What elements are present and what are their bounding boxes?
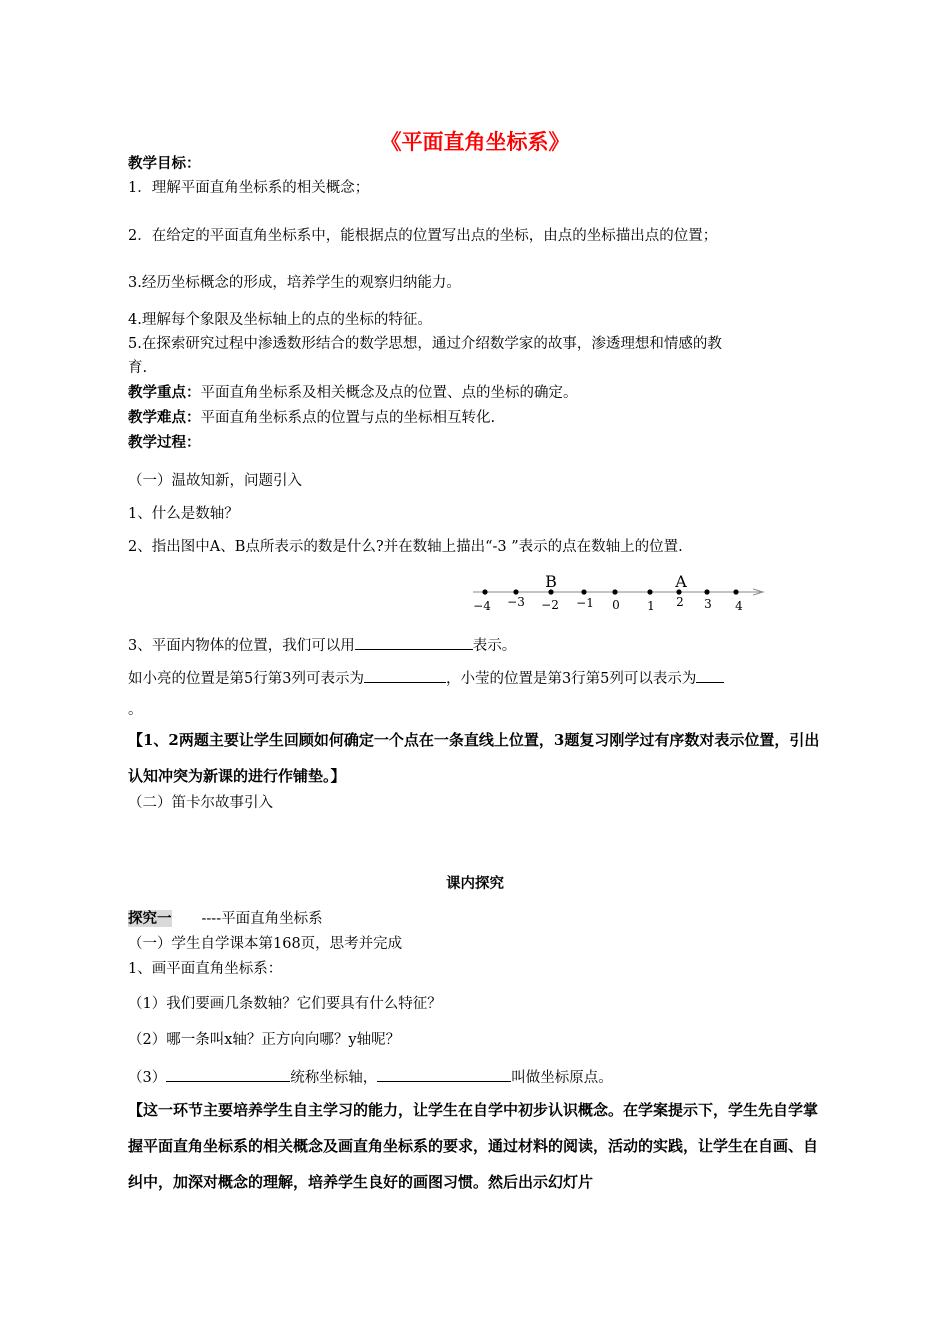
number-line-point <box>704 589 709 594</box>
question-1: 1、什么是数轴？ <box>128 506 239 522</box>
difficulty-line <box>128 408 495 428</box>
point-b-label: B <box>545 572 557 591</box>
tick-label: −3 <box>507 595 525 609</box>
draw-question-3 <box>128 1066 613 1088</box>
tick-label: 0 <box>612 598 620 612</box>
explore-label: 探究一 <box>128 910 172 927</box>
goal-item: 2．在给定的平面直角坐标系中，能根据点的位置写出点的坐标，由点的坐标描出点的位置； <box>128 228 718 244</box>
tick-label: 2 <box>676 595 684 609</box>
part1-heading: （一）温故知新，问题引入 <box>128 473 302 489</box>
question-3-text: 3、平面内物体的位置，我们可以用 <box>128 638 355 654</box>
number-line-point <box>612 589 617 594</box>
tick-label: 3 <box>704 597 712 611</box>
number-line <box>465 568 775 616</box>
goal-item: 1．理解平面直角坐标系的相关概念； <box>128 180 370 196</box>
difficulty-text: 平面直角坐标系点的位置与点的坐标相互转化. <box>200 410 496 426</box>
goal-item: 4.理解每个象限及坐标轴上的点的坐标的特征。 <box>128 312 432 328</box>
goal-item: 3.经历坐标概念的形成，培养学生的观察归纳能力。 <box>128 275 461 291</box>
process-heading: 教学过程： <box>128 434 201 451</box>
tick-label: −2 <box>541 598 559 612</box>
draw-question-3-text: （3） <box>128 1070 167 1086</box>
question-3 <box>128 634 516 656</box>
explore-text: ----平面直角坐标系 <box>201 911 323 927</box>
draw-question-1: （1）我们要画几条数轴？它们要具有什么特征？ <box>128 996 442 1012</box>
section-title: 课内探究 <box>446 875 504 892</box>
fill-blank[interactable] <box>355 634 473 650</box>
key-point-line <box>128 383 578 403</box>
draw-question-3-text: 统称坐标轴， <box>290 1070 378 1086</box>
tick-label: −4 <box>473 599 491 613</box>
teaching-note: 【1、2两题主要让学生回顾如何确定一个点在一条直线上位置，3题复习刚学过有序数对表示位置，引出认知冲突为新课的进行作铺垫。】 <box>128 731 820 785</box>
number-line-point <box>482 589 487 594</box>
teaching-note: 【这一环节主要培养学生自主学习的能力，让学生在自学中初步认识概念。在学案提示下，学生先自学掌握平面直角坐标系的相关概念及画直角坐标系的要求，通过材料的阅读，活动的实践，让学生在自画、自纠中，加深对概念的理解，培养学生良好的画图习惯。然后出示幻灯片 <box>128 1101 819 1191</box>
question-3-example <box>128 667 724 689</box>
fill-blank[interactable] <box>377 1066 511 1082</box>
draw-question-2: （2）哪一条叫x轴？正方向向哪？y轴呢？ <box>128 1032 401 1048</box>
question-3-text: 如小亮的位置是第5行第3列可表示为 <box>128 671 364 687</box>
explore-line <box>128 909 323 929</box>
key-point-text: 平面直角坐标系及相关概念及点的位置、点的坐标的确定。 <box>200 385 578 401</box>
tick-label: 1 <box>647 599 655 613</box>
question-2: 2、指出图中A、B点所表示的数是什么?并在数轴上描出“-3 ”表示的点在数轴上的位置. <box>128 539 683 555</box>
number-line-point <box>647 589 652 594</box>
goal-item: 育. <box>128 360 148 376</box>
explore-sub: （一）学生自学课本第168页，思考并完成 <box>128 936 403 952</box>
question-3-end: 。 <box>128 702 143 718</box>
question-3-text: ，小莹的位置是第3行第5列可以表示为 <box>445 671 697 687</box>
question-3-text: 表示。 <box>472 638 517 654</box>
page-title: 《平面直角坐标系》 <box>380 129 570 154</box>
draw-heading: 1、画平面直角坐标系： <box>128 961 283 977</box>
draw-question-3-text: 叫做坐标原点。 <box>511 1070 613 1086</box>
fill-blank[interactable] <box>696 667 724 683</box>
tick-label: 4 <box>735 599 743 613</box>
difficulty-label: 教学难点： <box>128 409 201 426</box>
number-line-point <box>733 589 738 594</box>
goal-item: 5.在探索研究过程中渗透数形结合的数学思想，通过介绍数学家的故事，渗透理想和情感的教 <box>128 336 722 352</box>
point-a-label: A <box>675 572 687 591</box>
number-line-point <box>581 589 586 594</box>
number-line-point <box>513 589 518 594</box>
goals-heading: 教学目标： <box>128 155 201 172</box>
key-point-label: 教学重点： <box>128 384 201 401</box>
fill-blank[interactable] <box>166 1066 290 1082</box>
tick-label: −1 <box>576 596 594 610</box>
part2-heading: （二）笛卡尔故事引入 <box>128 795 273 811</box>
fill-blank[interactable] <box>364 667 446 683</box>
